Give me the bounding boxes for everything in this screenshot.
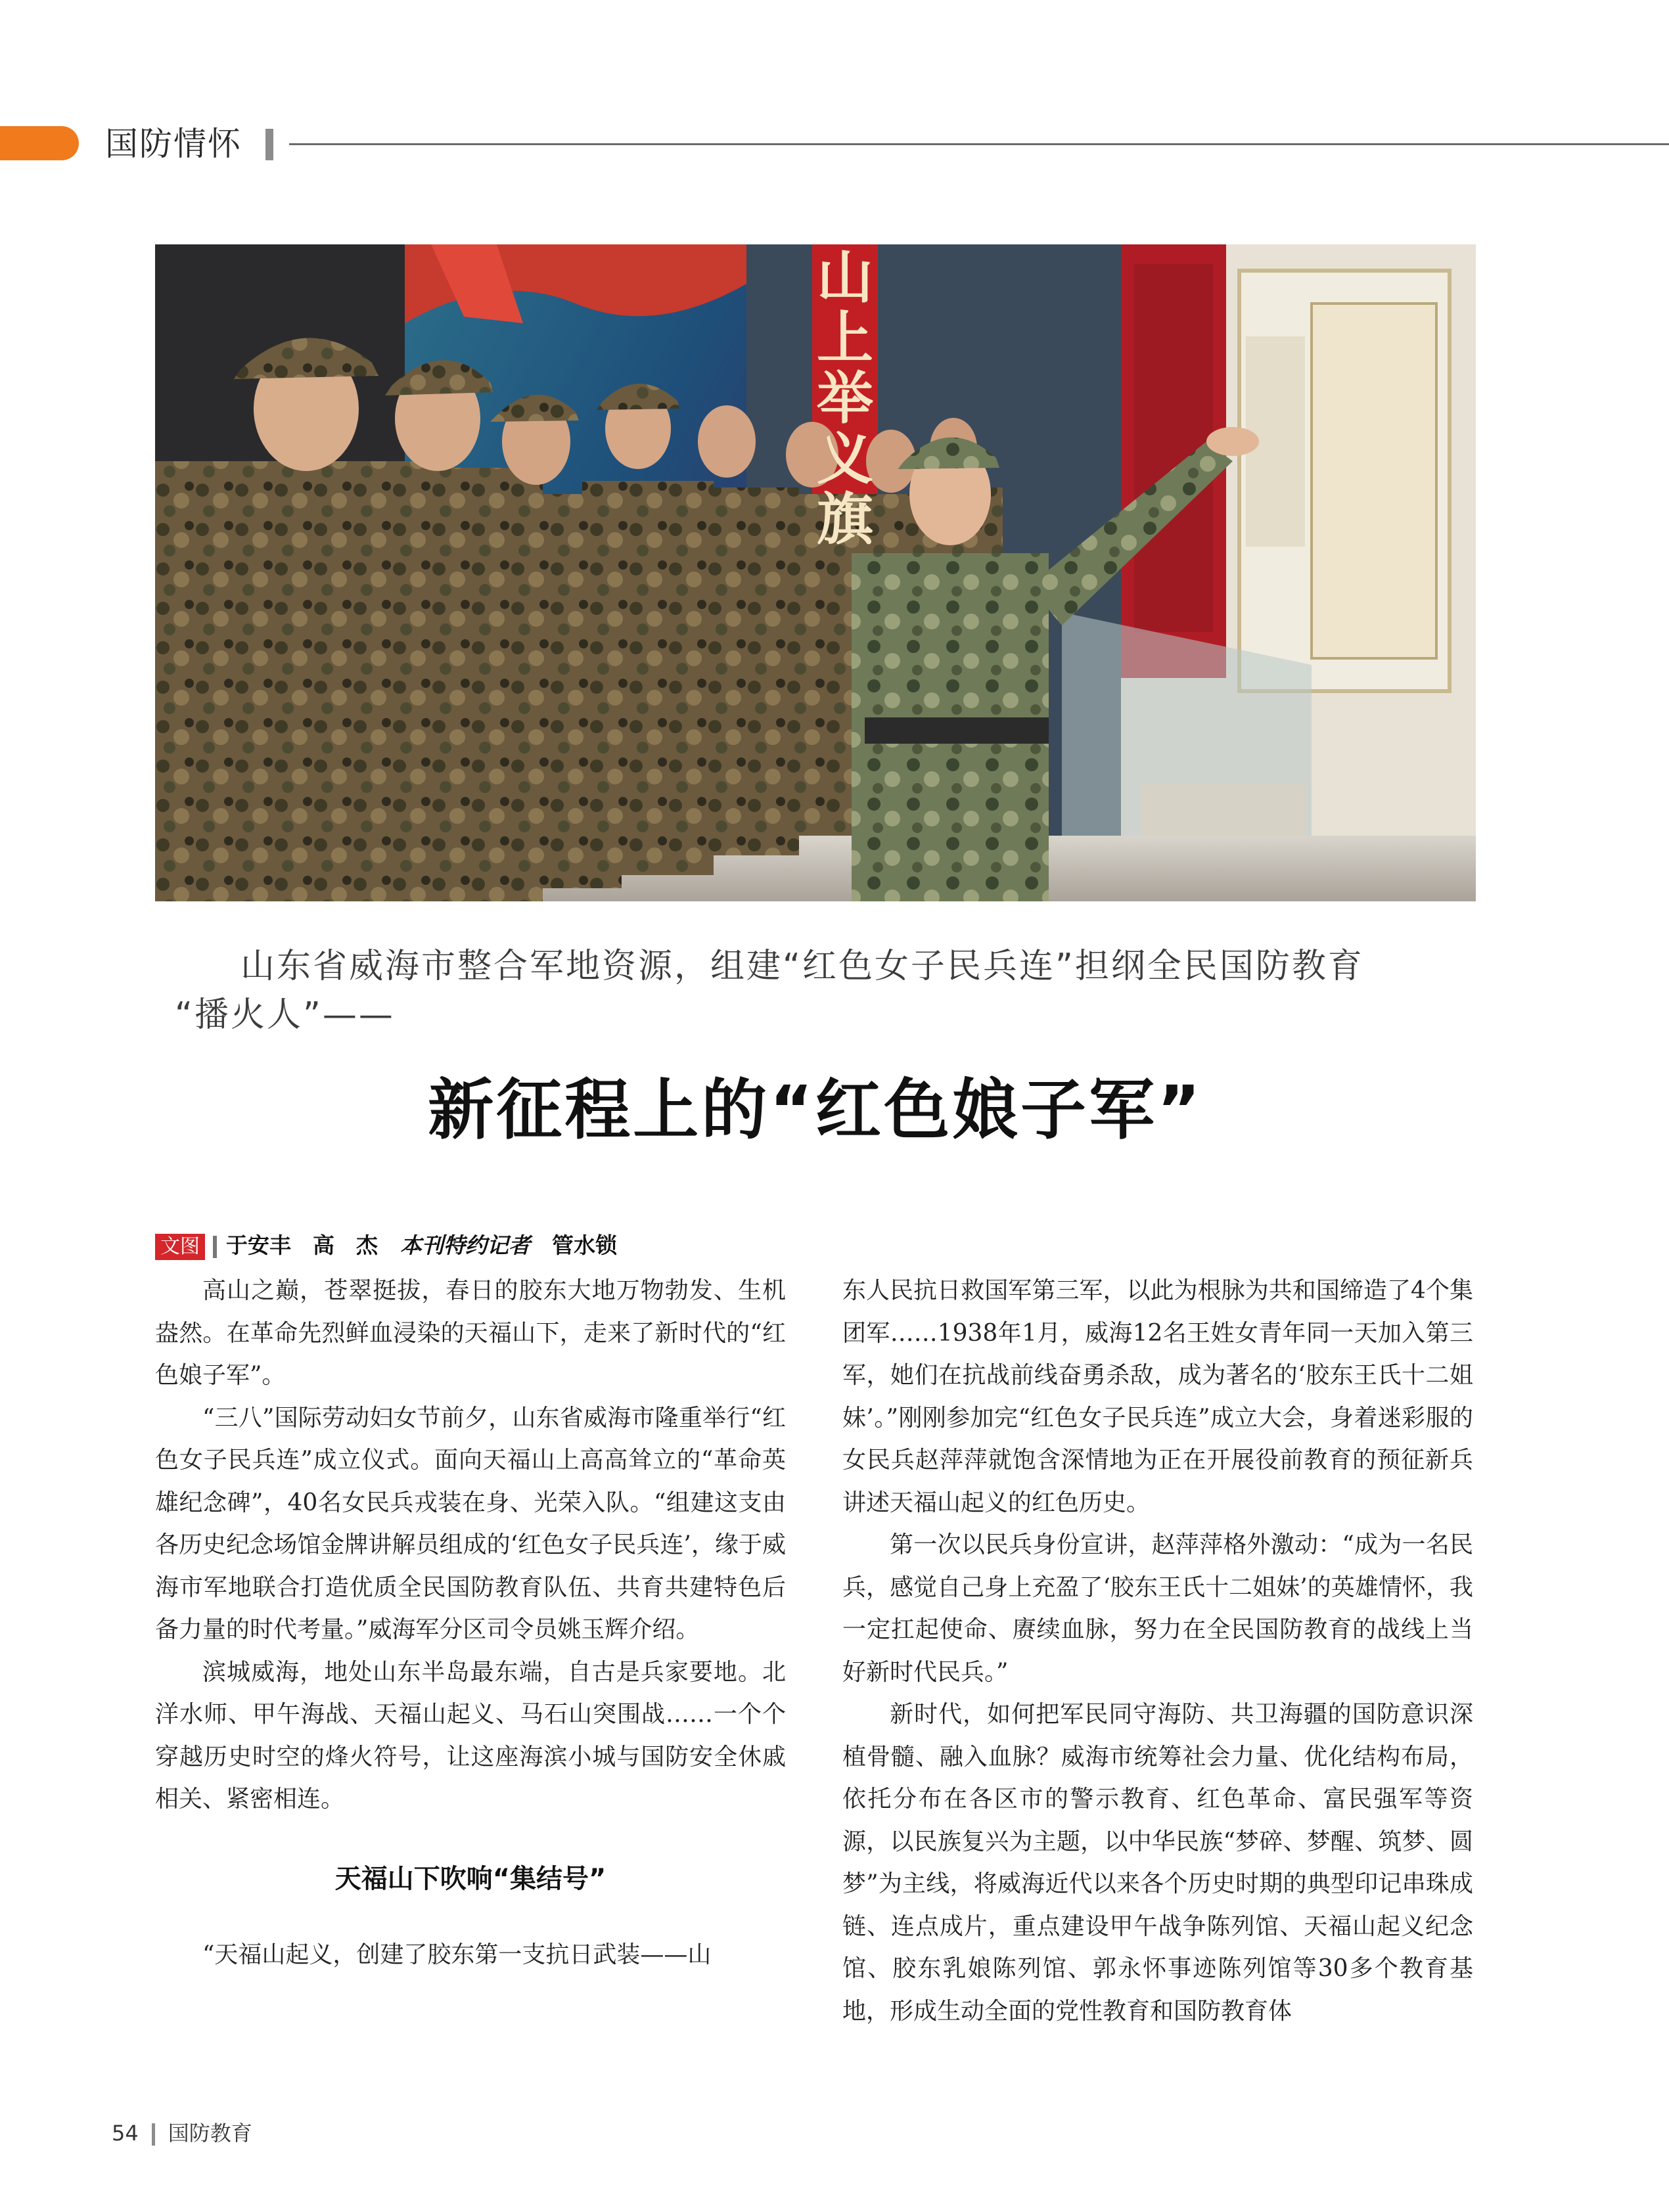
section-subhead: 天福山下吹响“集结号” — [334, 1863, 606, 1894]
byline — [155, 1230, 617, 1261]
lead-line-1: 山东省威海市整合军地资源，组建“红色女子民兵连”担纲全民国防教育 — [240, 947, 1364, 986]
byline-tag: 文图 — [155, 1234, 205, 1260]
body-column-left — [155, 1270, 786, 1976]
section-tab-marker — [0, 126, 79, 160]
article-lead — [155, 942, 1476, 1039]
body-paragraph-continued: 东人民抗日救国军第三军，以此为根脉为共和国缔造了4个集团军……1938年1月，威海12名王姓女青年同一天加入第三军，她们在抗战前线奋勇杀敌，成为著名的‘胶东王氏十二姐妹’。”刚刚参加完“红色女子民兵连”成立大会，身着迷彩服的女民兵赵萍萍就饱含深情地为正在开展役前教育的预征新兵讲述天福山起义的红色历史。 — [842, 1277, 1473, 1516]
body-paragraph: “三八”国际劳动妇女节前夕，山东省威海市隆重举行“红色女子民兵连”成立仪式。面向天福山上高高耸立的“革命英雄纪念碑”，40名女民兵戎装在身、光荣入队。“组建这支由各历史纪念场馆金牌讲解员组成的‘红色女子民兵连’，缘于威海市军地联合打造优质全民国防教育队伍、共育共建特色后备力量的时代考量。”威海军分区司令员姚玉辉介绍。 — [155, 1404, 786, 1643]
footer-divider — [152, 2123, 155, 2146]
header-rule — [289, 143, 1669, 145]
byline-divider — [213, 1236, 217, 1258]
section-title: 国防情怀 — [105, 125, 242, 163]
body-paragraph: 滨城威海，地处山东半岛最东端，自古是兵家要地。北洋水师、甲午海战、天福山起义、马石山突围战……一个个穿越历史时空的烽火符号，让这座海滨小城与国防安全休戚相关、紧密相连。 — [155, 1658, 786, 1813]
lead-line-2: “播火人”—— — [175, 995, 395, 1035]
page-number: 54 — [112, 2121, 139, 2146]
article-photo — [155, 244, 1476, 901]
body-paragraph: 高山之巅，苍翠挺拔，春日的胶东大地万物勃发、生机盎然。在革命先烈鲜血浸染的天福山下，走来了新时代的“红色娘子军”。 — [155, 1277, 786, 1389]
body-paragraph: 第一次以民兵身份宣讲，赵萍萍格外激动：“成为一名民兵，感觉自己身上充盈了‘胶东王氏十二姐妹’的英雄情怀，我一定扛起使命、赓续血脉，努力在全民国防教育的战线上当好新时代民兵。” — [842, 1531, 1473, 1686]
body-paragraph: 新时代，如何把军民同守海防、共卫海疆的国防意识深植骨髓、融入血脉？威海市统筹社会力量、优化结构布局，依托分布在各区市的警示教育、红色革命、富民强军等资源，以民族复兴为主题，以中华民族“梦碎、梦醒、筑梦、圆梦”为主线，将威海近代以来各个历史时期的典型印记串珠成链、连点成片，重点建设甲午战争陈列馆、天福山起义纪念馆、胶东乳娘陈列馆、郭永怀事迹陈列馆等30多个教育基地，形成生动全面的党性教育和国防教育体 — [842, 1701, 1473, 2025]
banner-text: 山上举义旗 — [817, 245, 873, 553]
byline-authors: 于安丰 高 杰 — [226, 1232, 378, 1258]
article-title: 新征程上的“红色娘子军” — [428, 1072, 1203, 1148]
section-divider-bar — [265, 129, 273, 160]
byline-reporter: 管水锁 — [552, 1232, 617, 1258]
magazine-name: 国防教育 — [168, 2121, 252, 2146]
page-footer — [112, 2117, 252, 2150]
body-paragraph: “天福山起义，创建了胶东第一支抗日武装——山 — [202, 1941, 712, 1968]
body-column-right — [842, 1270, 1473, 2033]
photo-illustration — [155, 244, 1476, 901]
byline-role: 本刊特约记者 — [400, 1232, 530, 1258]
